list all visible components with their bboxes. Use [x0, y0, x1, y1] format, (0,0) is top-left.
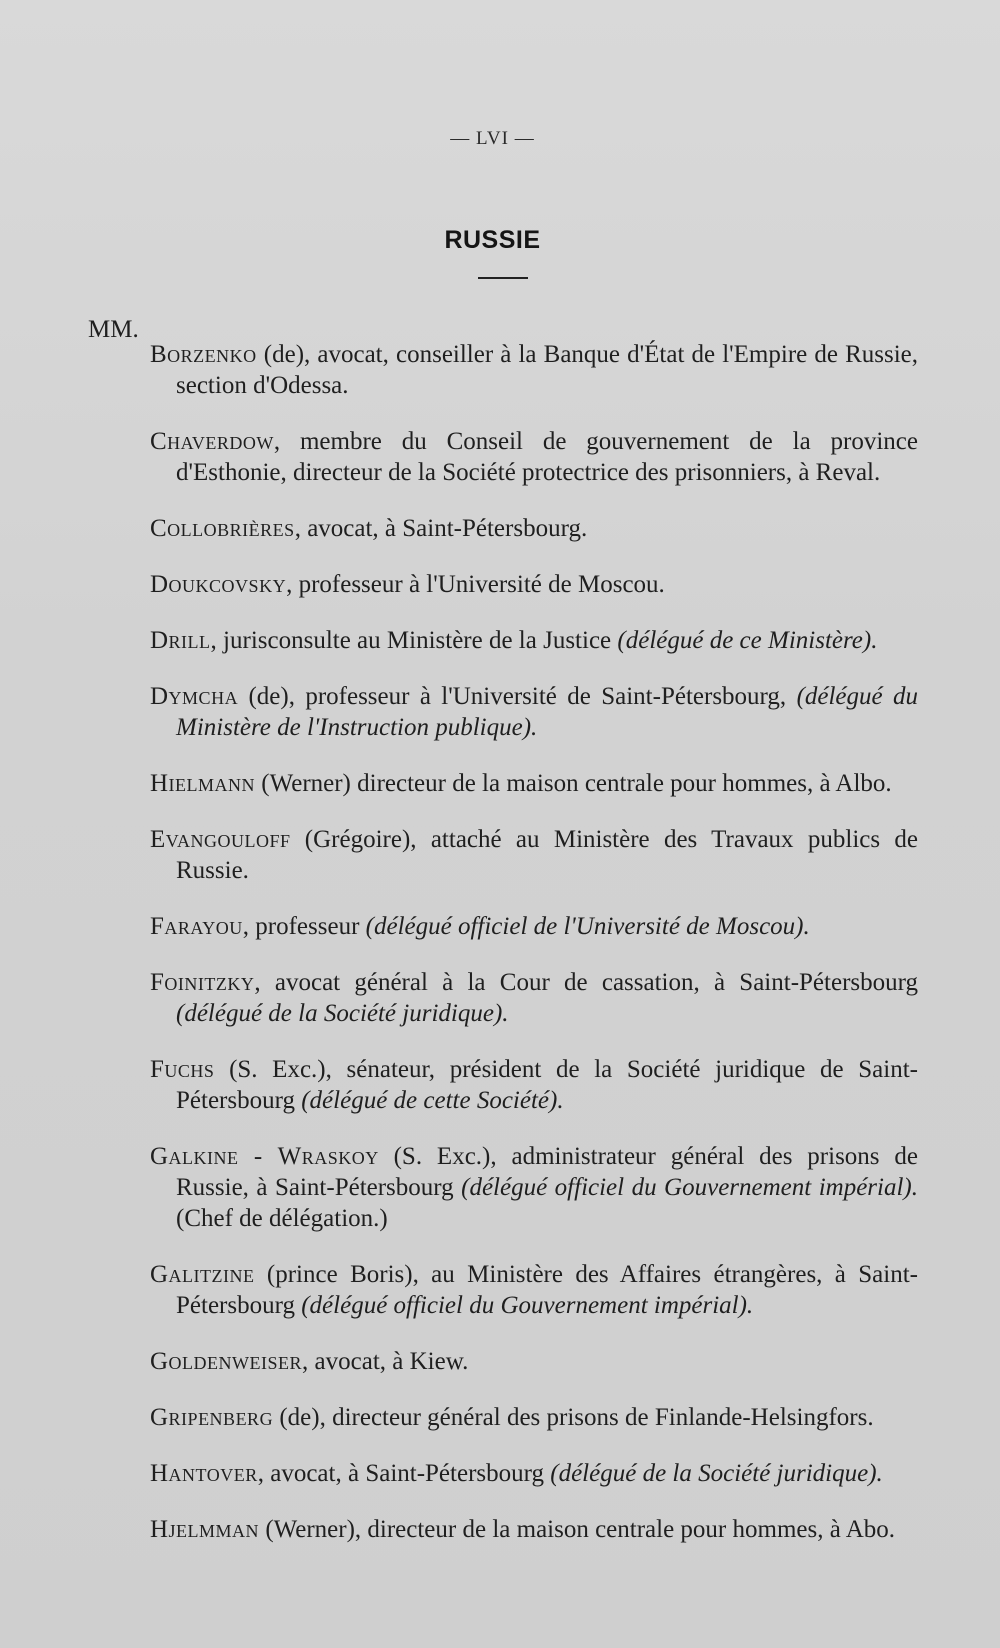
member-name: Dymcha: [150, 683, 239, 710]
page-number: — LVI —: [450, 128, 535, 149]
member-delegation: (délégué officiel du Gouvernement impérial).: [461, 1174, 918, 1201]
member-name: Collobrières: [150, 515, 295, 542]
member-details: , jurisconsulte au Ministère de la Justice: [210, 627, 618, 654]
member-details: (Grégoire), attaché au Ministère des Travaux publics de Russie.: [176, 826, 918, 884]
member-details: (de), avocat, conseiller à la Banque d'État de l'Empire de Russie, section d'Odessa.: [176, 341, 918, 399]
member-name: Doukcovsky: [150, 571, 287, 598]
member-details: , avocat, à Saint-Pétersbourg.: [294, 515, 588, 542]
list-item: [150, 569, 918, 600]
member-delegation: (délégué de ce Ministère).: [617, 627, 878, 654]
list-item: [150, 339, 918, 401]
member-details: (Werner) directeur de la maison centrale pour hommes, à Albo.: [255, 770, 892, 797]
list-item: [150, 768, 918, 799]
list-item: [150, 1458, 918, 1489]
member-name: Hantover: [150, 1460, 258, 1487]
list-item: [150, 1514, 918, 1545]
list-item: [150, 513, 918, 544]
list-prefix: MM.: [88, 316, 139, 343]
member-name: Hielmann: [150, 770, 256, 797]
member-details: , professeur à l'Université de Moscou.: [286, 571, 665, 598]
member-name: Drill: [150, 627, 211, 654]
member-name: Hjelmman: [150, 1516, 260, 1543]
member-details: (S. Exc.), administrateur général des prisons de Russie, à Saint-Pétersbourg: [176, 1143, 918, 1201]
member-name: Borzenko: [150, 341, 257, 368]
member-name: Galitzine: [150, 1261, 255, 1288]
member-name: Foinitzky: [150, 969, 255, 996]
member-delegation: (délégué officiel de l'Université de Moscou).: [365, 913, 810, 940]
list-item: [150, 1054, 918, 1116]
section-heading: RUSSIE: [444, 226, 541, 254]
member-name: Farayou: [150, 913, 243, 940]
member-list: [150, 314, 918, 1548]
list-item: [150, 967, 918, 1029]
member-delegation: (délégué du Ministère de l'Instruction publique).: [176, 683, 919, 741]
list-item: [150, 1259, 918, 1321]
list-item: [150, 1346, 918, 1377]
member-delegation: (délégué officiel du Gouvernement impérial).: [301, 1292, 754, 1319]
member-details: (de), directeur général des prisons de Finlande-Helsingfors.: [273, 1404, 874, 1431]
member-name: Goldenweiser: [150, 1348, 303, 1375]
member-name: Fuchs: [150, 1056, 215, 1083]
member-delegation: (délégué de la Société juridique).: [176, 1000, 509, 1027]
member-details: (de), professeur à l'Université de Saint-Pétersbourg,: [238, 683, 797, 710]
heading-rule: [478, 277, 528, 279]
member-name: Gripenberg: [150, 1404, 274, 1431]
member-details: , membre du Conseil de gouvernement de la province d'Esthonie, directeur de la Société protectrice des prisonniers, à Reval.: [176, 428, 918, 486]
list-item: [150, 426, 918, 488]
member-delegation: (délégué de la Société juridique).: [550, 1460, 883, 1487]
member-delegation: (délégué de cette Société).: [301, 1087, 564, 1114]
member-details: , professeur: [242, 913, 366, 940]
list-item: [150, 681, 918, 743]
list-item: [150, 1141, 918, 1234]
member-name: Galkine - Wraskoy: [150, 1143, 379, 1170]
member-details: (S. Exc.), sénateur, président de la Société juridique de Saint-Pétersbourg: [176, 1056, 918, 1114]
member-details: , avocat, à Saint-Pétersbourg: [257, 1460, 551, 1487]
member-name: Chaverdow: [150, 428, 274, 455]
member-details: (prince Boris), au Ministère des Affaires étrangères, à Saint-Pétersbourg: [176, 1261, 918, 1319]
list-item: [150, 625, 918, 656]
member-role-note: (Chef de délégation.): [176, 1205, 388, 1232]
list-item: [150, 824, 918, 886]
member-details: , avocat, à Kiew.: [302, 1348, 469, 1375]
member-name: Evangouloff: [150, 826, 291, 853]
member-details: , avocat général à la Cour de cassation, à Saint-Pétersbourg: [254, 969, 918, 996]
member-details: (Werner), directeur de la maison centrale pour hommes, à Abo.: [259, 1516, 895, 1543]
list-item: [150, 1402, 918, 1433]
list-item: [150, 911, 918, 942]
